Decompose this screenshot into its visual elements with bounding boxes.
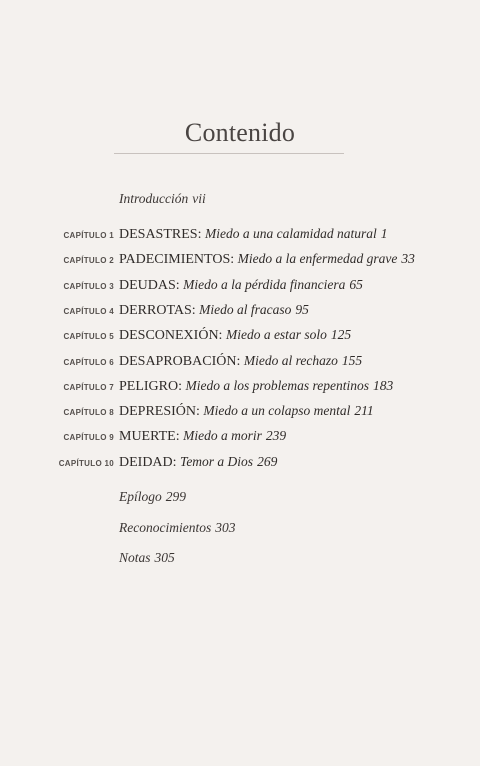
- entry-label: Epílogo: [119, 489, 162, 504]
- chapter-number: CAPÍTULO 8: [63, 408, 114, 418]
- toc-entry-introduction: [119, 191, 206, 207]
- chapter-subtitle: Miedo a un colapso mental: [203, 403, 351, 419]
- entry-page-number: 65: [349, 276, 363, 292]
- chapter-number: CAPÍTULO 6: [63, 357, 114, 367]
- toc-entry-chapter: [0, 378, 480, 398]
- toc-entry-chapter: [0, 226, 480, 246]
- chapter-name: PELIGRO:: [119, 378, 182, 394]
- chapter-name: DEPRESIÓN:: [119, 404, 200, 420]
- chapter-title: [119, 454, 277, 471]
- chapter-number: CAPÍTULO 9: [63, 433, 114, 443]
- toc-entry-acknowledgements: [119, 520, 235, 536]
- chapter-name: DEIDAD:: [119, 454, 177, 470]
- chapter-name: PADECIMIENTOS:: [119, 252, 235, 268]
- chapter-number: CAPÍTULO 7: [63, 382, 114, 392]
- chapter-title: [119, 327, 351, 344]
- chapter-subtitle: Miedo a morir: [183, 428, 262, 444]
- chapter-subtitle: Miedo a una calamidad natural: [204, 226, 377, 241]
- toc-entry-chapter: [0, 277, 480, 297]
- entry-page-number: 125: [330, 327, 352, 343]
- chapter-title: [119, 403, 374, 420]
- chapter-title: [119, 353, 362, 370]
- toc-entry-chapter: [0, 327, 480, 347]
- chapter-subtitle: Miedo a la pérdida financiera: [183, 276, 346, 292]
- page-title: Contenido: [184, 118, 296, 147]
- chapter-number: CAPÍTULO 3: [63, 281, 114, 291]
- entry-label: Reconocimientos: [119, 520, 212, 535]
- title-divider: [114, 153, 344, 154]
- chapter-number: CAPÍTULO 4: [63, 306, 114, 316]
- chapter-subtitle: Miedo al fracaso: [199, 301, 292, 317]
- entry-page-number: 33: [401, 251, 415, 267]
- toc-entry-chapter: [0, 428, 480, 448]
- chapter-name: DEUDAS:: [119, 277, 180, 293]
- entry-page-number: 269: [257, 453, 278, 469]
- toc-entry-chapter: [0, 454, 480, 474]
- chapter-title: [119, 302, 309, 319]
- chapter-number: CAPÍTULO 5: [63, 332, 114, 342]
- chapter-number: CAPÍTULO 10: [58, 458, 114, 468]
- chapter-name: MUERTE:: [119, 429, 180, 445]
- toc-entry-chapter: [0, 403, 480, 423]
- chapter-name: DESCONEXIÓN:: [119, 328, 223, 344]
- chapter-title: [119, 251, 415, 268]
- toc-entry-chapter: [0, 353, 480, 373]
- toc-entry-notes: [119, 550, 175, 566]
- entry-page-number: 305: [154, 550, 175, 565]
- chapter-title: [119, 226, 387, 243]
- chapter-title: [119, 378, 393, 395]
- chapter-subtitle: Miedo al rechazo: [243, 352, 338, 368]
- entry-page-number: vii: [192, 191, 206, 206]
- entry-label: Notas: [119, 550, 151, 565]
- entry-page-number: 95: [295, 301, 309, 317]
- chapter-name: DERROTAS:: [119, 302, 196, 318]
- chapter-number: CAPÍTULO 2: [63, 256, 114, 266]
- chapter-subtitle: Miedo a los problemas repentinos: [185, 377, 369, 393]
- toc-entry-epilogue: [119, 489, 186, 505]
- entry-page-number: 155: [341, 352, 363, 368]
- chapter-subtitle: Miedo a estar solo: [225, 327, 327, 343]
- chapter-name: DESASTRES:: [119, 227, 202, 242]
- entry-page-number: 299: [165, 489, 186, 504]
- chapter-title: [119, 428, 286, 445]
- entry-page-number: 239: [265, 428, 287, 444]
- entry-label: Introducción: [119, 191, 189, 206]
- toc-entry-chapter: [0, 251, 480, 271]
- toc-entry-chapter: [0, 302, 480, 322]
- entry-page-number: 303: [215, 520, 236, 535]
- chapter-title: [119, 277, 363, 294]
- chapter-subtitle: Miedo a la enfermedad grave: [237, 251, 398, 267]
- entry-page-number: 211: [354, 403, 374, 419]
- chapter-name: DESAPROBACIÓN:: [119, 353, 241, 369]
- chapter-subtitle: Temor a Dios: [180, 453, 254, 469]
- chapter-number: CAPÍTULO 1: [63, 231, 114, 240]
- entry-page-number: 1: [380, 226, 388, 241]
- entry-page-number: 183: [372, 377, 394, 393]
